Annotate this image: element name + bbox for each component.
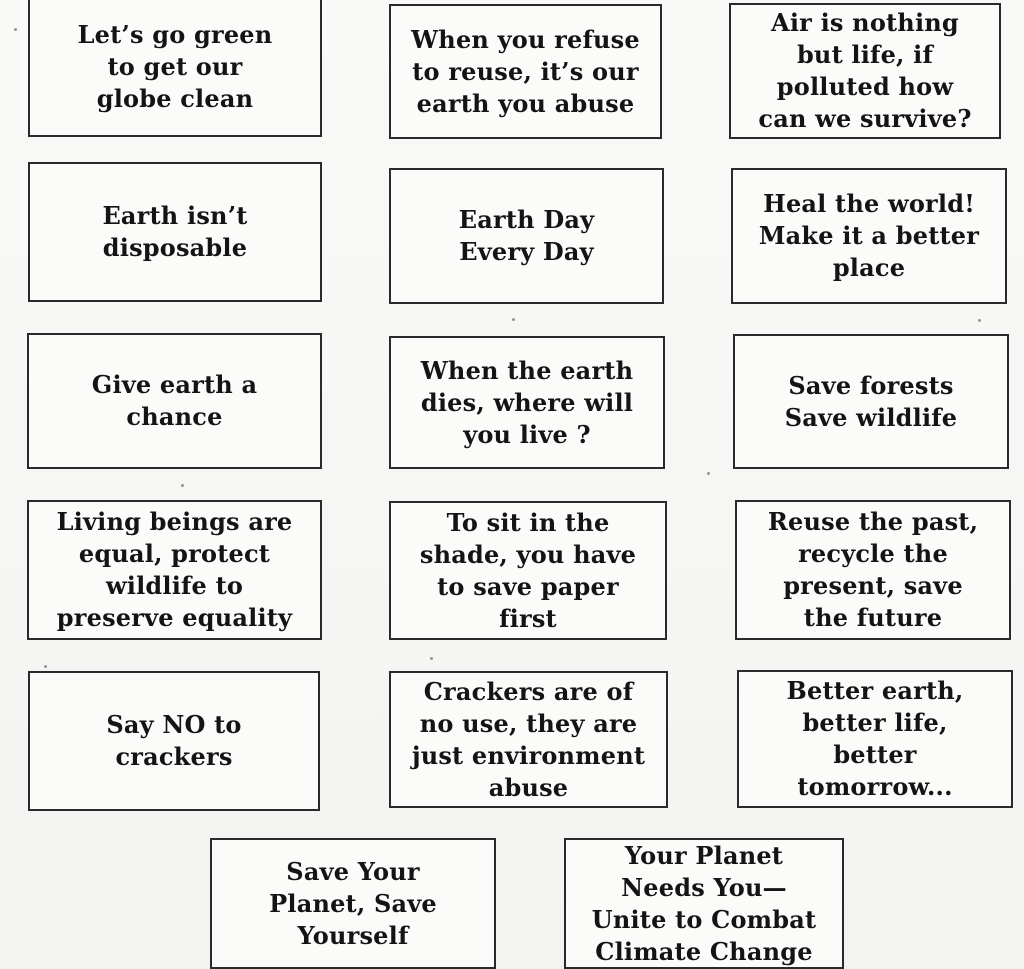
slogan-box-earth-not-disposable (28, 162, 322, 302)
slogan-text: Earth isn’t disposable (102, 201, 248, 262)
slogan-text: Let’s go green to get our globe clean (77, 19, 273, 113)
slogan-text: Save forests Save wildlife (784, 370, 958, 432)
scan-speck (44, 665, 47, 668)
slogan-text: Living beings are equal, protect wildlife to preserve equality (56, 507, 293, 632)
slogan-box-reuse-recycle (735, 500, 1011, 640)
scan-speck (430, 657, 433, 660)
slogan-text: Better earth, better life, better tomorrow... (786, 676, 964, 801)
slogan-box-save-forests (733, 334, 1009, 469)
slogan-box-where-will-you-live (389, 336, 665, 469)
scan-speck (707, 472, 710, 475)
slogan-box-refuse-reuse (389, 4, 662, 139)
slogan-box-lets-go-green (28, 0, 322, 137)
scan-speck (512, 318, 515, 321)
scan-speck (181, 484, 184, 487)
slogan-box-give-earth-chance (27, 333, 322, 469)
slogan-box-living-beings-equal (27, 500, 322, 640)
slogan-text: When the earth dies, where will you live ? (420, 355, 634, 449)
slogan-text: Crackers are of no use, they are just environment abuse (411, 676, 646, 802)
slogan-text: Earth Day Every Day (458, 205, 595, 266)
scan-speck (14, 28, 17, 31)
slogan-text: Give earth a chance (91, 370, 258, 431)
slogan-text: To sit in the shade, you have to save paper first (419, 507, 637, 633)
slogan-text: When you refuse to reuse, it’s our earth you abuse (411, 24, 640, 118)
slogan-box-save-paper (389, 501, 667, 640)
slogan-box-planet-needs-you (564, 838, 844, 969)
slogan-text: Air is nothing but life, if polluted how can we survive? (758, 8, 972, 133)
slogan-text: Reuse the past, recycle the present, save the future (767, 507, 979, 632)
slogan-text: Heal the world! Make it a better place (758, 189, 980, 282)
slogan-box-earth-day (389, 168, 664, 304)
slogan-text: Your Planet Needs You— Unite to Combat Climate Change (591, 840, 817, 966)
scan-speck (978, 319, 981, 322)
slogan-box-air-is-life (729, 3, 1001, 139)
slogan-text: Save Your Planet, Save Yourself (269, 856, 437, 950)
slogan-box-save-your-planet (210, 838, 496, 969)
slogan-box-better-earth (737, 670, 1013, 808)
slogan-box-crackers-no-use (389, 671, 668, 808)
slogan-box-say-no-to-crackers (28, 671, 320, 811)
slogan-text: Say NO to crackers (106, 710, 242, 771)
slogan-box-heal-the-world (731, 168, 1007, 304)
